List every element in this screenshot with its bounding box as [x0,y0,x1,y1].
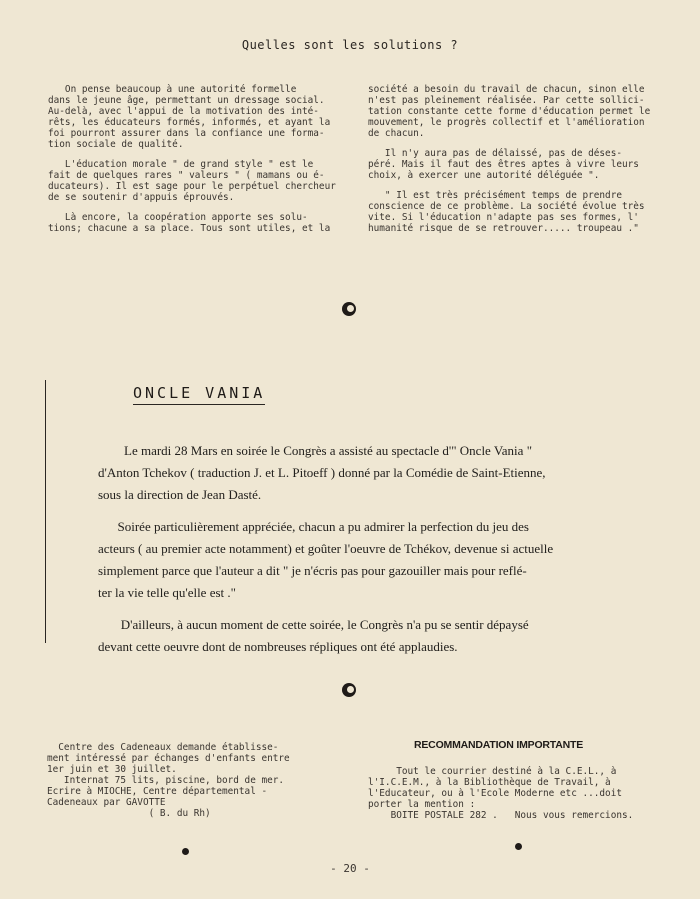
text-line: Là encore, la coopération apporte ses solu- [48,212,308,223]
text-line: Soirée particulièrement appréciée, chacun a pu admirer la perfection du jeu des [98,519,529,534]
text-line: conscience de ce problème. La société évolue très [368,201,645,212]
text-line: sous la direction de Jean Dasté. [98,487,262,502]
text-line: de se soutenir d'appuis éprouvés. [48,192,235,203]
section-rule [45,380,46,643]
text-line: ducateurs). Il est sage pour le perpétuel chercheur [48,181,336,192]
text-line: L'éducation morale " de grand style " est le [48,159,314,170]
oncle-vania-body [98,440,658,658]
ornament-icon [342,302,356,316]
text-line: " Il est très précisément temps de prendre [368,190,622,201]
text-line: tions; chacune a sa place. Tous sont utiles, et la [48,223,331,234]
text-line: Au-delà, avec l'appui de la motivation des inté- [48,106,319,117]
text-line: vite. Si l'éducation n'adapte pas ses formes, l' [368,212,639,223]
text-line: Tout le courrier destiné à la C.E.L., à [368,766,617,777]
text-line: D'ailleurs, à aucun moment de cette soirée, le Congrès n'a pu se sentir dépaysé [98,617,529,632]
text-line: choix, à exercer une autorité déléguée ". [368,170,600,181]
text-line: devant cette oeuvre dont de nombreuses répliques ont été applaudies. [98,639,458,654]
text-line: n'est pas pleinement réalisée. Par cette sollici- [368,95,645,106]
page-header: Quelles sont les solutions ? [241,38,459,52]
text-line: Cadeneaux par GAVOTTE [47,797,166,808]
text-line: 1er juin et 30 juillet. [47,764,177,775]
text-line: dans le jeune âge, permettant un dressage social. [48,95,325,106]
text-line: l'Educateur, ou à l'Ecole Moderne etc ...doit [368,788,622,799]
text-line: humanité risque de se retrouver..... troupeau ." [368,223,639,234]
bullet-dot-icon [515,843,522,850]
text-line: fait de quelques rares " valeurs " ( mamans ou é- [48,170,325,181]
text-line: acteurs ( au premier acte notamment) et goûter l'oeuvre de Tchékov, devenue si actuelle [98,541,554,556]
text-line: l'I.C.E.M., à la Bibliothèque de Travail, à [368,777,611,788]
text-line: société a besoin du travail de chacun, sinon elle [368,84,645,95]
page-number: - 20 - [330,862,370,875]
notice-cadeneaux [47,742,347,819]
text-line: ment intéressé par échanges d'enfants entre [47,753,290,764]
text-line: foi pourront assurer dans la confiance une forma- [48,128,325,139]
text-line: Internat 75 lits, piscine, bord de mer. [47,775,285,786]
text-line: simplement parce que l'auteur a dit " je n'écris pas pour gazouiller mais pour reflé- [98,563,527,578]
text-line: BOITE POSTALE 282 . Nous vous remercions. [368,810,634,821]
text-line: Centre des Cadeneaux demande établisse- [47,742,279,753]
text-line: mouvement, le progrès collectif et l'amélioration [368,117,645,128]
text-line: On pense beaucoup à une autorité formelle [48,84,297,95]
right-column [368,84,668,234]
text-line: de chacun. [368,128,425,139]
text-line: tion sociale de qualité. [48,139,184,150]
section-title: ONCLE VANIA [133,384,265,405]
text-line: Le mardi 28 Mars en soirée le Congrès a assisté au spectacle d'" Oncle Vania " [98,443,532,458]
text-line: porter la mention : [368,799,476,810]
text-line: tation constante cette forme d'éducation permet le [368,106,651,117]
ornament-icon [342,683,356,697]
bullet-dot-icon [182,848,189,855]
text-line: ter la vie telle qu'elle est ." [98,585,236,600]
text-line: rêts, les éducateurs formés, informés, et ayant la [48,117,331,128]
text-line: d'Anton Tchekov ( traduction J. et L. Pitoeff ) donné par la Comédie de Saint-Etienne, [98,465,546,480]
notice-recommandation [368,740,678,821]
text-line: ( B. du Rh) [47,808,211,819]
left-column [48,84,348,234]
text-line: péré. Mais il faut des êtres aptes à vivre leurs [368,159,639,170]
text-line: Il n'y aura pas de délaissé, pas de déses- [368,148,622,159]
text-line: Ecrire à MIOCHE, Centre départemental - [47,786,268,797]
notice-title: RECOMMANDATION IMPORTANTE [414,739,584,751]
